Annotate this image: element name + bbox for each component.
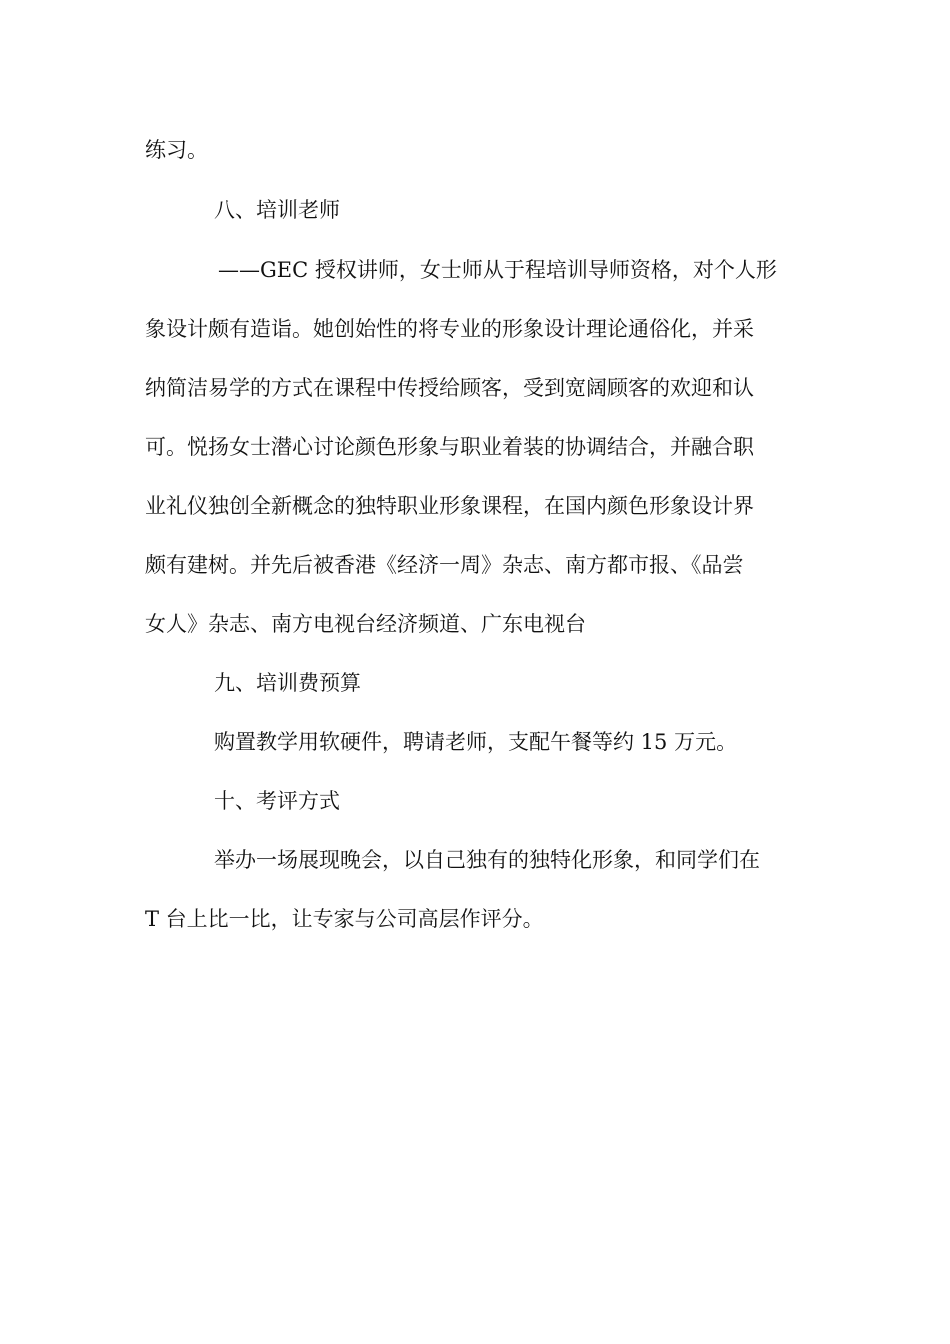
paragraph-line: 颇有建树。并先后被香港《经济一周》杂志、南方都市报、《品尝 — [145, 553, 744, 577]
paragraph-line: T 台上比一比，让专家与公司高层作评分。 — [145, 907, 544, 931]
section-heading-teacher: 八、培训老师 — [214, 198, 340, 222]
paragraph-line: 纳简洁易学的方式在课程中传授给顾客，受到宽阔顾客的欢迎和认 — [145, 376, 754, 400]
section-heading-budget: 九、培训费预算 — [214, 671, 361, 695]
paragraph-line: 女人》杂志、南方电视台经济频道、广东电视台 — [145, 612, 586, 636]
paragraph-line: 练习。 — [145, 138, 208, 162]
paragraph-line: 举办一场展现晚会，以自己独有的独特化形象，和同学们在 — [214, 848, 760, 872]
paragraph-line: 象设计颇有造诣。她创始性的将专业的形象设计理论通俗化，并采 — [145, 317, 754, 341]
section-heading-evaluation: 十、考评方式 — [214, 789, 340, 813]
paragraph-line: 可。悦扬女士潜心讨论颜色形象与职业着装的协调结合，并融合职 — [145, 435, 754, 459]
paragraph-line: 购置教学用软硬件，聘请老师，支配午餐等约 15 万元。 — [214, 730, 738, 754]
paragraph-line: ——GEC 授权讲师，女士师从于程培训导师资格，对个人形 — [218, 258, 777, 282]
paragraph-line: 业礼仪独创全新概念的独特职业形象课程，在国内颜色形象设计界 — [145, 494, 754, 518]
